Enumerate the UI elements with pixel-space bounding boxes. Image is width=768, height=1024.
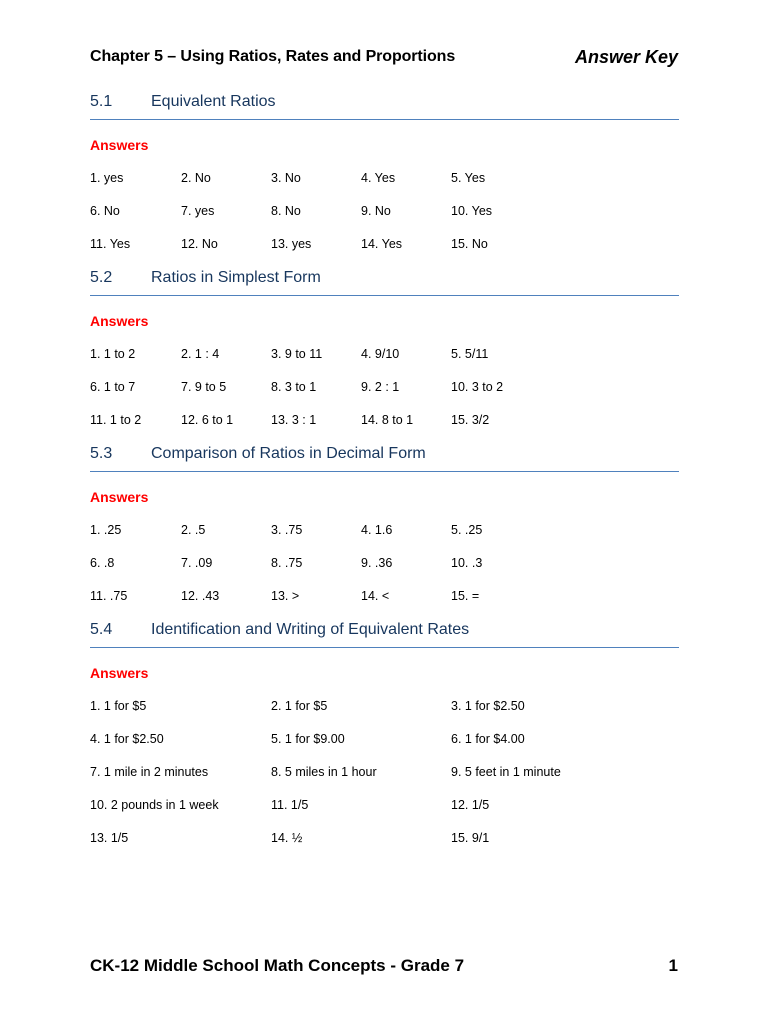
section-number: 5.4 [90, 621, 113, 638]
answer-item: 13. 3 : 1 [271, 413, 317, 427]
answer-key-label: Answer Key [574, 47, 678, 67]
answers-label: Answers [90, 489, 149, 505]
answer-item: 2. .5 [181, 523, 206, 537]
answer-item: 8. 3 to 1 [271, 380, 317, 394]
section-number: 5.3 [90, 445, 113, 462]
section-number: 5.2 [90, 269, 113, 286]
answer-item: 10. Yes [451, 204, 493, 218]
answer-item: 7. .09 [181, 556, 213, 570]
answer-item: 12. No [181, 237, 218, 251]
answer-item: 11. Yes [90, 237, 131, 251]
answer-item: 8. 5 miles in 1 hour [271, 765, 377, 779]
answer-item: 14. < [361, 589, 390, 603]
answer-item: 15. = [451, 589, 480, 603]
answer-item: 1. yes [90, 171, 124, 185]
answer-item: 11. 1 to 2 [90, 413, 142, 427]
answer-item: 10. 3 to 2 [451, 380, 504, 394]
section-number: 5.1 [90, 93, 113, 110]
answer-item: 15. 9/1 [451, 831, 490, 845]
chapter-title: Chapter 5 – Using Ratios, Rates and Proportions [90, 48, 456, 65]
answer-item: 3. .75 [271, 523, 303, 537]
answer-item: 4. 1.6 [361, 523, 393, 537]
answer-item: 9. .36 [361, 556, 393, 570]
answer-item: 3. 1 for $2.50 [451, 699, 525, 713]
answer-item: 12. .43 [181, 589, 220, 603]
section-title: Equivalent Ratios [151, 93, 276, 110]
answer-item: 5. .25 [451, 523, 483, 537]
answer-item: 5. Yes [451, 171, 486, 185]
answer-item: 12. 1/5 [451, 798, 490, 812]
answer-item: 10. 2 pounds in 1 week [90, 798, 219, 812]
answer-item: 11. 1/5 [271, 798, 309, 812]
answer-item: 9. 2 : 1 [361, 380, 400, 394]
answer-item: 14. Yes [361, 237, 403, 251]
answer-item: 6. 1 for $4.00 [451, 732, 525, 746]
answer-item: 9. No [361, 204, 391, 218]
answer-item: 8. .75 [271, 556, 303, 570]
answer-item: 13. 1/5 [90, 831, 129, 845]
answer-item: 1. 1 for $5 [90, 699, 147, 713]
answers-label: Answers [90, 137, 149, 153]
answer-item: 15. 3/2 [451, 413, 490, 427]
section-heading-5-1 [90, 93, 679, 120]
answer-item: 7. yes [181, 204, 215, 218]
answers-label: Answers [90, 313, 149, 329]
section-heading-5-3 [90, 445, 679, 472]
answer-item: 4. Yes [361, 171, 396, 185]
footer-book-title: CK-12 Middle School Math Concepts - Grade 7 [90, 956, 465, 975]
answers-label: Answers [90, 665, 149, 681]
answer-item: 14. 8 to 1 [361, 413, 414, 427]
answer-item: 9. 5 feet in 1 minute [451, 765, 561, 779]
answer-item: 13. yes [271, 237, 312, 251]
answer-item: 7. 9 to 5 [181, 380, 227, 394]
answer-item: 11. .75 [90, 589, 128, 603]
answer-item: 6. .8 [90, 556, 115, 570]
answer-item: 8. No [271, 204, 301, 218]
answer-item: 4. 9/10 [361, 347, 400, 361]
answer-item: 14. ½ [271, 831, 303, 845]
answer-item: 15. No [451, 237, 488, 251]
answer-item: 6. 1 to 7 [90, 380, 136, 394]
answer-item: 3. No [271, 171, 301, 185]
answer-item: 1. 1 to 2 [90, 347, 136, 361]
page-number: 1 [668, 956, 678, 975]
section-title: Ratios in Simplest Form [151, 269, 321, 286]
section-heading-5-2 [90, 269, 679, 296]
answer-item: 10. .3 [451, 556, 483, 570]
section-title: Comparison of Ratios in Decimal Form [151, 445, 426, 462]
answer-item: 13. > [271, 589, 300, 603]
answer-item: 2. 1 : 4 [181, 347, 220, 361]
section-title: Identification and Writing of Equivalent Rates [151, 621, 470, 638]
answer-item: 7. 1 mile in 2 minutes [90, 765, 209, 779]
answer-item: 5. 1 for $9.00 [271, 732, 345, 746]
answer-item: 2. No [181, 171, 211, 185]
answer-item: 4. 1 for $2.50 [90, 732, 164, 746]
answer-item: 6. No [90, 204, 120, 218]
section-heading-5-4 [90, 621, 679, 648]
answer-item: 2. 1 for $5 [271, 699, 328, 713]
answer-item: 3. 9 to 11 [271, 347, 323, 361]
answer-item: 5. 5/11 [451, 347, 489, 361]
answer-item: 1. .25 [90, 523, 122, 537]
answer-item: 12. 6 to 1 [181, 413, 234, 427]
